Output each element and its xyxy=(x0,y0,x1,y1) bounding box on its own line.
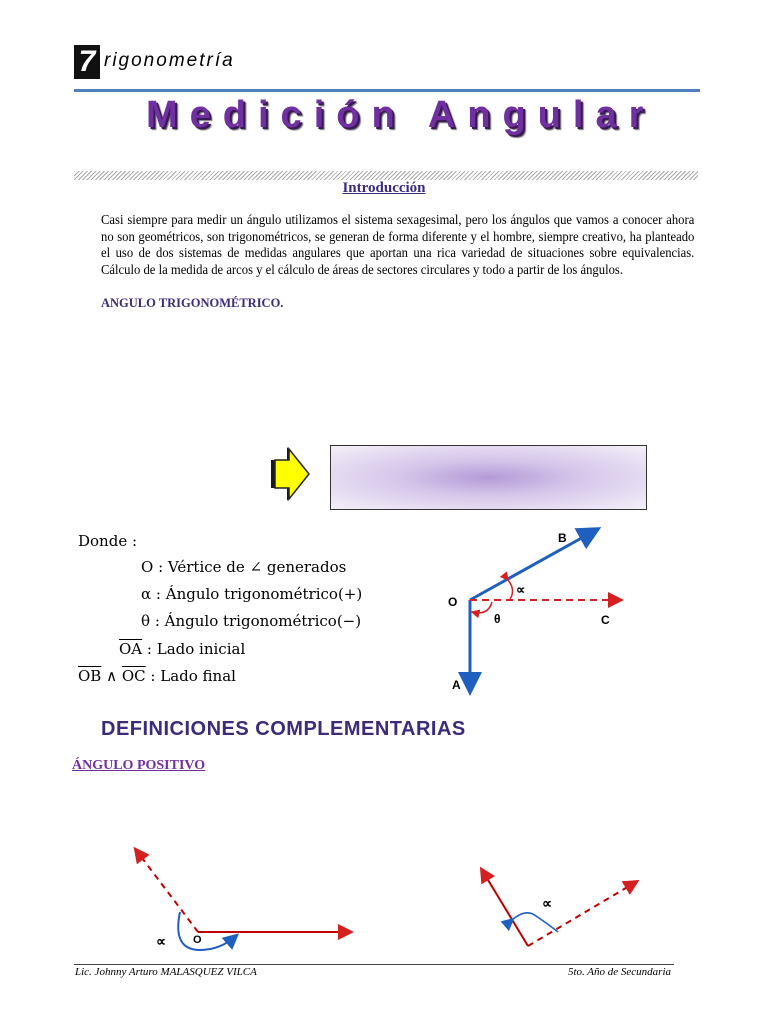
header-rule xyxy=(74,89,700,92)
label-o: O xyxy=(193,934,202,946)
legend-text: : Lado inicial xyxy=(146,640,246,658)
legend-row-final-side xyxy=(78,667,236,685)
trig-angle-diagram xyxy=(430,520,650,700)
legend-text: : Ángulo trigonométrico(+) xyxy=(155,585,363,603)
hatched-divider xyxy=(74,171,698,180)
theta-arc xyxy=(472,602,492,613)
legend-operator: ∧ xyxy=(101,667,122,685)
label-o: O xyxy=(448,595,458,609)
label-alpha: ∝ xyxy=(542,895,553,911)
page-title: Medición Angular xyxy=(146,94,656,136)
legend-symbol: α xyxy=(141,585,152,603)
legend-row-theta xyxy=(141,612,361,630)
legend-text: : Ángulo trigonométrico(−) xyxy=(154,612,362,630)
intro-heading: Introducción xyxy=(342,180,426,196)
legend-row-initial-side xyxy=(119,640,245,658)
subheading-positive-angle: ÁNGULO POSITIVO xyxy=(72,758,206,773)
legend-text: : Lado final xyxy=(150,667,236,685)
legend-symbol: θ xyxy=(141,612,151,630)
gradient-box xyxy=(330,445,647,510)
label-a: A xyxy=(452,678,461,692)
ray-final-dashed xyxy=(528,882,636,946)
legend-row-vertex xyxy=(141,558,346,576)
legend-symbol: $\overline{OB}$ xyxy=(78,667,102,685)
section-heading-trig-angle: ANGULO TRIGONOMÉTRICO. xyxy=(101,296,284,310)
footer-rule xyxy=(74,964,674,965)
ray-ob xyxy=(470,530,596,600)
legend-row-alpha xyxy=(141,585,362,603)
intro-paragraph: Casi siempre para medir un ángulo utilizamos el sistema sexagesimal, pero los ángulos que vamos a conocer ahora no son geométricos, son trigonométricos, se generan de forma diferente y el hombre, siempre creativo, ha planteado el uso de dos sistemas de medidas angulares que aportan una rica variedad de situaciones sobre equivalencias. Cálculo de la medida de arcos y el cálculo de áreas de sectores circulares y todo a partir de los ángulos. xyxy=(101,212,695,277)
logo-number: 7 xyxy=(74,45,100,79)
section-heading-definitions: DEFINICIONES COMPLEMENTARIAS xyxy=(101,718,466,740)
footer-author: Lic. Johnny Arturo MALASQUEZ VILCA xyxy=(75,966,257,978)
positive-angle-diagram-1 xyxy=(120,840,370,960)
alpha-arc xyxy=(508,580,513,599)
label-theta: θ xyxy=(494,612,501,626)
legend-symbol: $\overline{OC}$ xyxy=(121,667,146,685)
logo-text: rigonometría xyxy=(104,50,235,71)
positive-angle-diagram-2 xyxy=(470,860,650,960)
label-b: B xyxy=(558,531,567,545)
ray-final-dashed xyxy=(136,850,198,932)
label-alpha: ∝ xyxy=(516,582,526,597)
legend-symbol: $\overline{OA}$ xyxy=(119,640,143,658)
legend-donde: Donde : xyxy=(78,532,138,550)
yellow-arrow-icon xyxy=(269,444,311,504)
ray-initial xyxy=(482,870,528,946)
legend-text: : Vértice de ∠ generados xyxy=(158,558,347,576)
legend-symbol: O xyxy=(141,558,154,576)
footer-grade: 5to. Año de Secundaria xyxy=(567,966,671,978)
label-alpha: ∝ xyxy=(156,933,167,949)
label-c: C xyxy=(601,613,610,627)
